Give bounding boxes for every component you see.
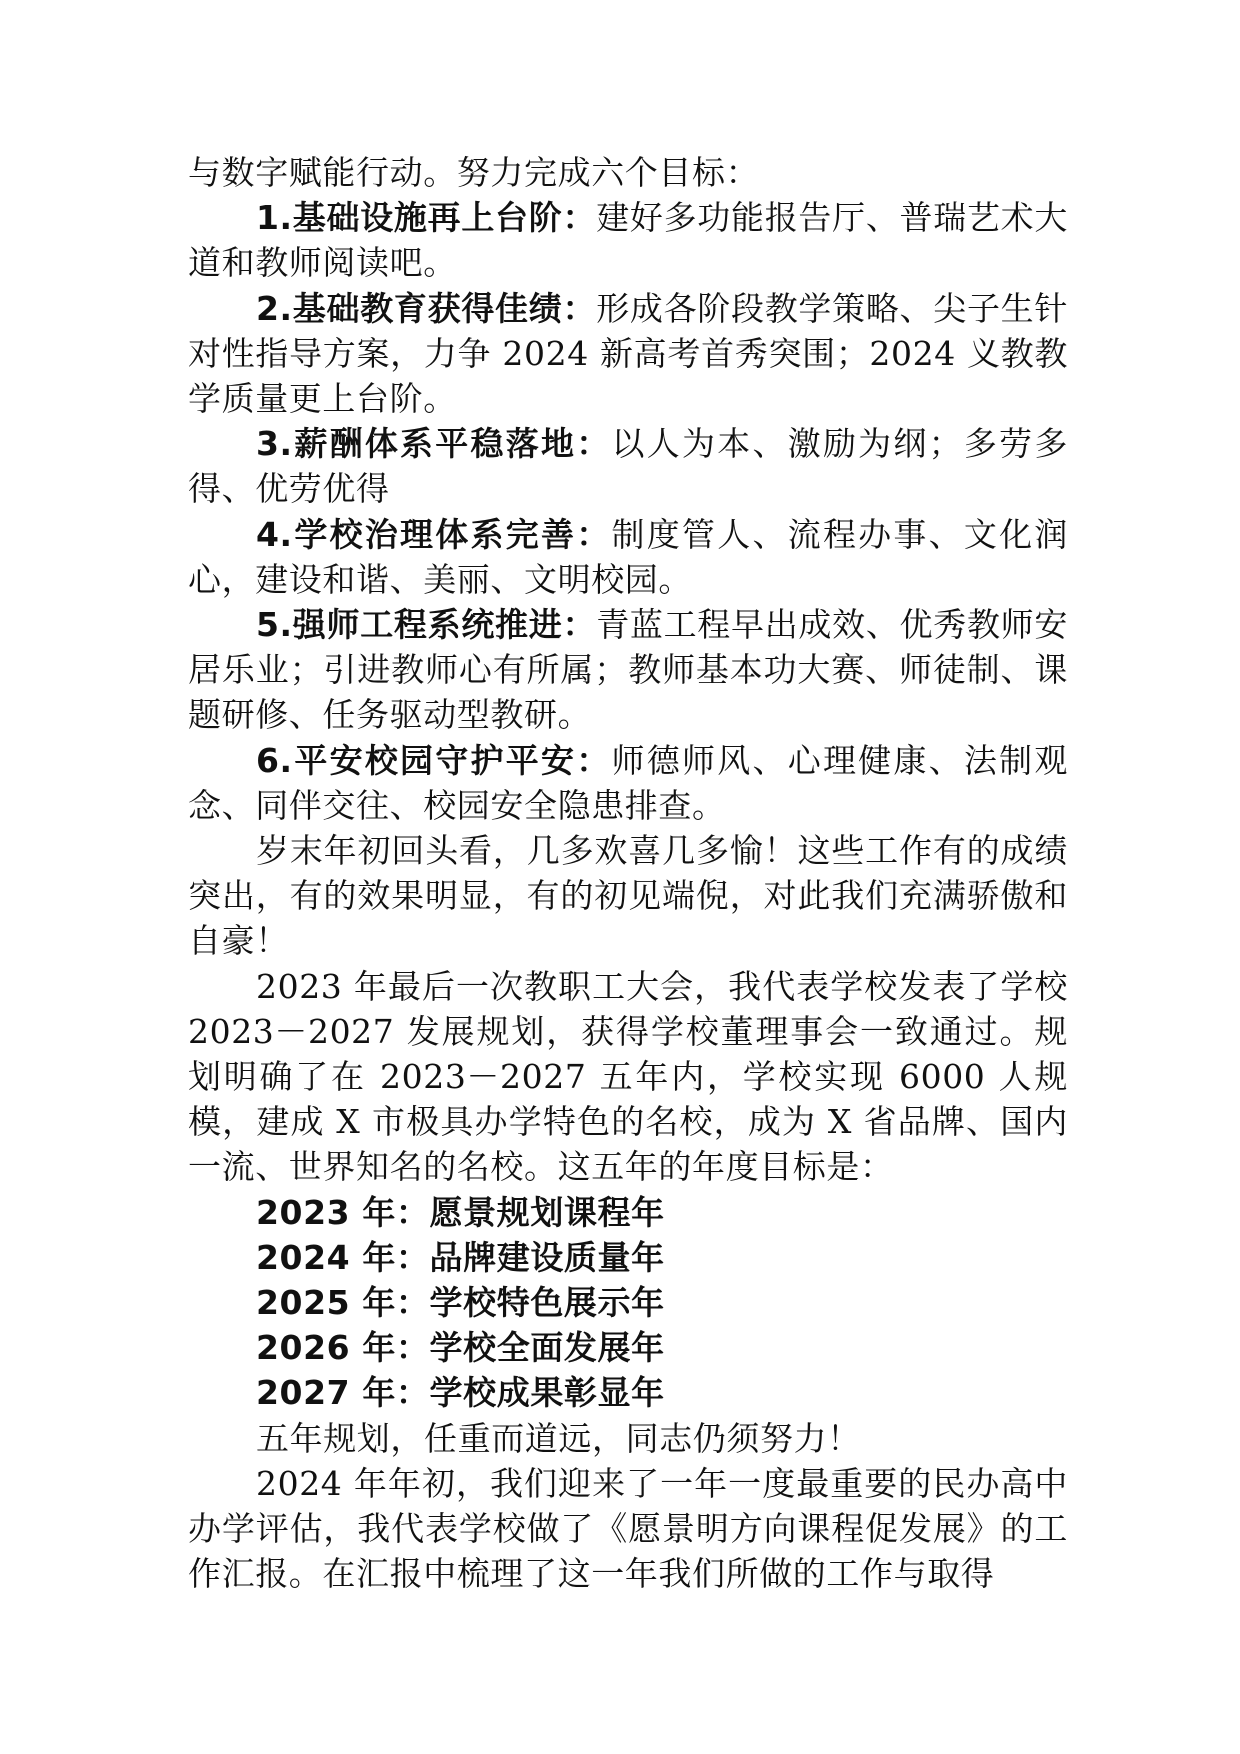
goal-item — [188, 738, 1068, 828]
annual-goal-line: 2024 年：品牌建设质量年 — [256, 1237, 665, 1277]
goal-item — [188, 286, 1068, 422]
annual-goal-line: 2023 年：愿景规划课程年 — [256, 1192, 665, 1232]
goal-title: 2.基础教育获得佳绩： — [256, 288, 597, 328]
goal-title: 4.学校治理体系完善： — [256, 514, 612, 554]
goal-title: 6.平安校园守护平安： — [256, 740, 612, 780]
goal-title: 3.薪酬体系平稳落地： — [256, 424, 612, 464]
fiveyear-paragraph: 五年规划，任重而道远，同志仍须努力！ — [256, 1418, 861, 1458]
plan-paragraph: 2023 年最后一次教职工大会，我代表学校发表了学校 2023－2027 发展规划，获得学校董理事会一致通过。规划明确了在 2023－2027 五年内，学校实现 6000 人规模，建成 X 市极具办学特色的名校，成为 X 省品牌、国内一流、世界知名的名校。这五年的年度目标是： — [188, 966, 1068, 1187]
goal-text: 建好多功能报告厅、普瑞艺术大道和教师阅读吧。 — [188, 198, 1068, 283]
annual-goal-line: 2026 年：学校全面发展年 — [256, 1328, 665, 1368]
annual-goal-line: 2025 年：学校特色展示年 — [256, 1283, 665, 1323]
annual-goal-line: 2027 年：学校成果彰显年 — [256, 1373, 665, 1413]
document-page — [188, 150, 1068, 1597]
goal-text: 以人为本、激励为纲；多劳多得、优劳优得 — [188, 424, 1068, 509]
goal-text: 师德师风、心理健康、法制观念、同伴交往、校园安全隐患排查。 — [188, 740, 1068, 825]
goal-item — [188, 195, 1068, 285]
goal-text: 形成各阶段教学策略、尖子生针对性指导方案，力争 2024 新高考首秀突围；2024 义教教学质量更上台阶。 — [188, 288, 1068, 419]
goal-title: 1.基础设施再上台阶： — [256, 198, 597, 238]
opening-paragraph: 与数字赋能行动。努力完成六个目标： — [188, 153, 760, 192]
goal-text: 制度管人、流程办事、文化润心，建设和谐、美丽、文明校园。 — [188, 514, 1068, 599]
goal-item — [188, 421, 1068, 511]
review-paragraph: 岁末年初回头看，几多欢喜几多愉！这些工作有的成绩突出，有的效果明显，有的初见端倪，对此我们充满骄傲和自豪！ — [188, 831, 1068, 961]
goal-title: 5.强师工程系统推进： — [256, 605, 597, 645]
goal-text: 青蓝工程早出成效、优秀教师安居乐业；引进教师心有所属；教师基本功大赛、师徒制、课题研修、任务驱动型教研。 — [188, 605, 1068, 735]
goal-item — [188, 602, 1068, 738]
evaluation-paragraph: 2024 年年初，我们迎来了一年一度最重要的民办高中办学评估，我代表学校做了《愿景明方向课程促发展》的工作汇报。在汇报中梳理了这一年我们所做的工作与取得 — [188, 1463, 1068, 1594]
goal-item — [188, 512, 1068, 602]
